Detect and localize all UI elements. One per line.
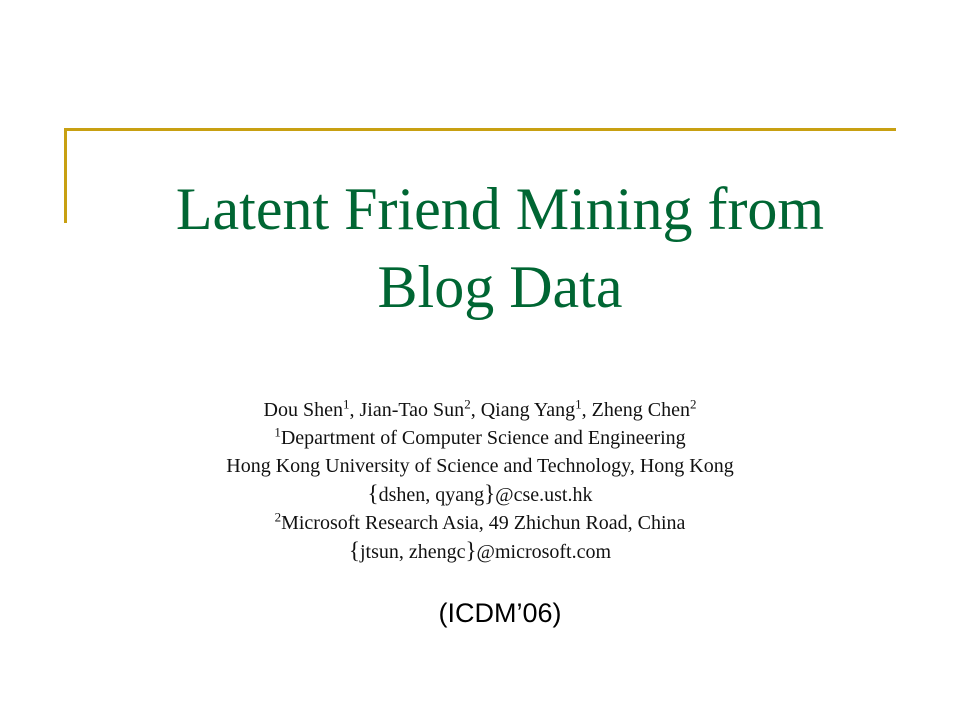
decorative-top-rule [64, 128, 896, 131]
title-line-2: Blog Data [377, 254, 623, 320]
email-2-close-brace: } [465, 538, 477, 563]
author-name: Qiang Yang [480, 399, 576, 421]
email-1-users: dshen, qyang [378, 484, 485, 506]
affiliation-1-department-text: Department of Computer Science and Engineering [280, 427, 686, 449]
affiliation-2 [100, 509, 860, 537]
email-1-domain: @cse.ust.hk [495, 484, 593, 506]
venue-label: (ICDM’06) [438, 598, 562, 628]
email-2-open-brace: { [348, 538, 360, 563]
author-name: Jian-Tao Sun [359, 399, 465, 421]
affiliation-2-mark: 2 [274, 509, 282, 525]
decorative-left-rule [64, 128, 67, 223]
author-affiliation-mark: 2 [689, 396, 697, 412]
email-line-1 [100, 480, 860, 509]
author-affiliation-mark: 2 [464, 396, 471, 412]
author-affiliation-mark: 1 [342, 396, 350, 412]
email-1-open-brace: { [367, 481, 379, 506]
email-1-close-brace: } [484, 481, 496, 506]
author-names-line: Dou Shen$^1$, Jian-Tao Sun$^2$, Qiang Yang$^1$, Zheng Chen$^2$ [263, 396, 697, 421]
affiliation-2-text: Microsoft Research Asia, 49 Zhichun Road, China [281, 512, 686, 534]
affiliation-1-mark: 1 [274, 424, 281, 440]
affiliation-1-department [100, 424, 860, 452]
author-affiliation-mark: 1 [575, 396, 582, 412]
email-2-domain: @microsoft.com [476, 541, 612, 563]
title-line-1: Latent Friend Mining from [175, 176, 825, 242]
email-line-2 [100, 537, 860, 566]
slide-title [100, 170, 900, 326]
affiliation-1-university: Hong Kong University of Science and Technology, Hong Kong [226, 455, 734, 477]
author-block [100, 396, 860, 566]
email-2-users: jtsun, zhengc [359, 541, 466, 563]
author-name: Zheng Chen [591, 399, 690, 421]
author-name: Dou Shen [263, 399, 343, 421]
